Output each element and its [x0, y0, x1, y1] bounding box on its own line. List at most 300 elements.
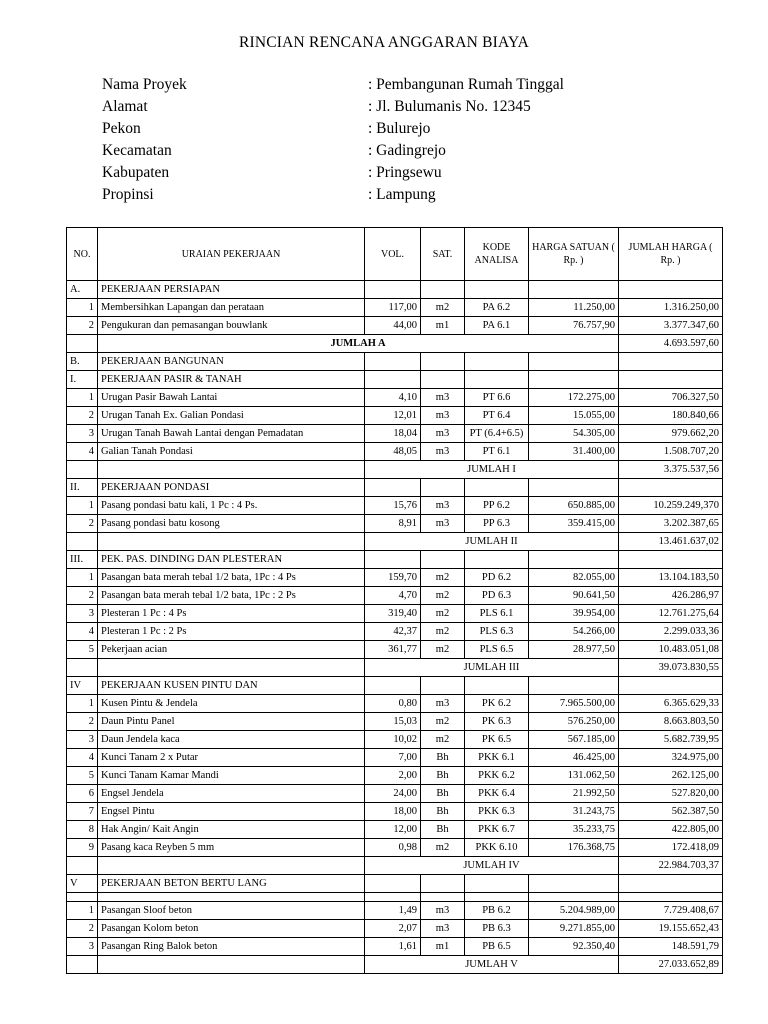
row-harga: 131.062,50 — [529, 767, 619, 785]
table-row — [67, 767, 723, 785]
row-kode: PD 6.3 — [465, 587, 529, 605]
empty-cell — [98, 857, 365, 875]
row-kode: PLS 6.3 — [465, 623, 529, 641]
row-uraian: Pekerjaan acian — [98, 641, 365, 659]
row-harga: 11.250,00 — [529, 299, 619, 317]
row-kode: PB 6.2 — [465, 902, 529, 920]
table-row — [67, 605, 723, 623]
empty-cell — [465, 875, 529, 893]
row-jumlah: 562.387,50 — [619, 803, 723, 821]
header-vol: VOL. — [365, 228, 421, 281]
section-row — [67, 875, 723, 893]
info-value: : Pringsewu — [368, 164, 442, 181]
row-harga: 650.885,00 — [529, 497, 619, 515]
row-no: 3 — [67, 425, 98, 443]
empty-cell — [619, 371, 723, 389]
row-jumlah: 3.202.387,65 — [619, 515, 723, 533]
row-no: 1 — [67, 569, 98, 587]
row-kode: PLS 6.1 — [465, 605, 529, 623]
row-kode: PT 6.6 — [465, 389, 529, 407]
row-kode: PT 6.1 — [465, 443, 529, 461]
row-kode: PA 6.2 — [465, 299, 529, 317]
section-no: I. — [67, 371, 98, 389]
row-no: 1 — [67, 902, 98, 920]
row-uraian: Urugan Pasir Bawah Lantai — [98, 389, 365, 407]
row-sat: Bh — [421, 821, 465, 839]
row-no: 1 — [67, 695, 98, 713]
row-harga: 567.185,00 — [529, 731, 619, 749]
row-no: 1 — [67, 389, 98, 407]
row-sat: m1 — [421, 317, 465, 335]
table-row — [67, 920, 723, 938]
empty-cell — [67, 857, 98, 875]
row-kode: PKK 6.7 — [465, 821, 529, 839]
subtotal-value: 39.073.830,55 — [619, 659, 723, 677]
row-no: 4 — [67, 443, 98, 461]
row-vol: 44,00 — [365, 317, 421, 335]
empty-cell — [421, 281, 465, 299]
empty-cell — [619, 893, 723, 902]
row-uraian: Engsel Pintu — [98, 803, 365, 821]
table-row — [67, 515, 723, 533]
row-vol: 159,70 — [365, 569, 421, 587]
row-kode: PKK 6.1 — [465, 749, 529, 767]
row-jumlah: 180.840,66 — [619, 407, 723, 425]
empty-cell — [98, 893, 365, 902]
section-no: V — [67, 875, 98, 893]
empty-cell — [365, 677, 421, 695]
section-title: PEKERJAAN PONDASI — [98, 479, 365, 497]
empty-cell — [67, 893, 98, 902]
row-vol: 1,61 — [365, 938, 421, 956]
empty-cell — [365, 353, 421, 371]
row-jumlah: 19.155.652,43 — [619, 920, 723, 938]
empty-cell — [365, 479, 421, 497]
row-harga: 76.757,90 — [529, 317, 619, 335]
empty-cell — [465, 893, 529, 902]
row-jumlah: 8.663.803,50 — [619, 713, 723, 731]
row-uraian: Kunci Tanam 2 x Putar — [98, 749, 365, 767]
empty-cell — [67, 659, 98, 677]
row-sat: m1 — [421, 938, 465, 956]
empty-cell — [619, 281, 723, 299]
table-row — [67, 623, 723, 641]
header-no: NO. — [67, 228, 98, 281]
subtotal-row — [67, 461, 723, 479]
empty-cell — [98, 956, 365, 974]
table-row — [67, 749, 723, 767]
row-vol: 4,70 — [365, 587, 421, 605]
section-title: PEKERJAAN KUSEN PINTU DAN — [98, 677, 365, 695]
row-uraian: Pasangan Ring Balok beton — [98, 938, 365, 956]
row-jumlah: 324.975,00 — [619, 749, 723, 767]
section-no: B. — [67, 353, 98, 371]
row-jumlah: 148.591,79 — [619, 938, 723, 956]
row-kode: PT 6.4 — [465, 407, 529, 425]
row-no: 3 — [67, 938, 98, 956]
row-uraian: Galian Tanah Pondasi — [98, 443, 365, 461]
row-uraian: Daun Pintu Panel — [98, 713, 365, 731]
empty-cell — [421, 875, 465, 893]
row-sat: m3 — [421, 443, 465, 461]
row-uraian: Pasangan Sloof beton — [98, 902, 365, 920]
row-uraian: Pengukuran dan pemasangan bouwlank — [98, 317, 365, 335]
row-jumlah: 6.365.629,33 — [619, 695, 723, 713]
subtotal-value: 4.693.597,60 — [619, 335, 723, 353]
table-row — [67, 317, 723, 335]
row-kode: PA 6.1 — [465, 317, 529, 335]
row-harga: 54.266,00 — [529, 623, 619, 641]
table-row — [67, 425, 723, 443]
row-no: 4 — [67, 749, 98, 767]
row-sat: m2 — [421, 569, 465, 587]
row-vol: 18,04 — [365, 425, 421, 443]
empty-cell — [529, 677, 619, 695]
row-vol: 8,91 — [365, 515, 421, 533]
empty-cell — [619, 479, 723, 497]
empty-cell — [98, 659, 365, 677]
empty-cell — [421, 479, 465, 497]
row-sat: m3 — [421, 389, 465, 407]
row-vol: 0,98 — [365, 839, 421, 857]
row-sat: m3 — [421, 497, 465, 515]
row-jumlah: 10.483.051,08 — [619, 641, 723, 659]
row-vol: 10,02 — [365, 731, 421, 749]
row-no: 4 — [67, 623, 98, 641]
row-kode: PKK 6.3 — [465, 803, 529, 821]
section-row — [67, 371, 723, 389]
subtotal-label: JUMLAH I — [365, 461, 619, 479]
row-uraian: Membersihkan Lapangan dan perataan — [98, 299, 365, 317]
empty-cell — [421, 371, 465, 389]
row-uraian: Pasangan Kolom beton — [98, 920, 365, 938]
empty-cell — [619, 551, 723, 569]
row-jumlah: 5.682.739,95 — [619, 731, 723, 749]
section-no: A. — [67, 281, 98, 299]
empty-cell — [365, 893, 421, 902]
table-body — [67, 281, 723, 974]
row-vol: 319,40 — [365, 605, 421, 623]
row-uraian: Kusen Pintu & Jendela — [98, 695, 365, 713]
row-vol: 4,10 — [365, 389, 421, 407]
row-harga: 7.965.500,00 — [529, 695, 619, 713]
row-uraian: Plesteran 1 Pc : 4 Ps — [98, 605, 365, 623]
row-vol: 1,49 — [365, 902, 421, 920]
row-vol: 12,00 — [365, 821, 421, 839]
row-uraian: Pasang kaca Reyben 5 mm — [98, 839, 365, 857]
empty-cell — [365, 875, 421, 893]
row-harga: 576.250,00 — [529, 713, 619, 731]
row-harga: 39.954,00 — [529, 605, 619, 623]
empty-cell — [529, 893, 619, 902]
row-harga: 90.641,50 — [529, 587, 619, 605]
row-vol: 7,00 — [365, 749, 421, 767]
table-row — [67, 587, 723, 605]
subtotal-value: 22.984.703,37 — [619, 857, 723, 875]
empty-cell — [98, 461, 365, 479]
row-harga: 5.204.989,00 — [529, 902, 619, 920]
row-vol: 12,01 — [365, 407, 421, 425]
empty-cell — [465, 281, 529, 299]
row-harga: 54.305,00 — [529, 425, 619, 443]
row-uraian: Pasangan bata merah tebal 1/2 bata, 1Pc : 2 Ps — [98, 587, 365, 605]
row-sat: m2 — [421, 587, 465, 605]
row-harga: 21.992,50 — [529, 785, 619, 803]
row-kode: PK 6.3 — [465, 713, 529, 731]
section-no: IV — [67, 677, 98, 695]
row-sat: m2 — [421, 731, 465, 749]
row-jumlah: 10.259.249,370 — [619, 497, 723, 515]
empty-cell — [465, 479, 529, 497]
row-no: 2 — [67, 317, 98, 335]
section-title: PEKERJAAN BETON BERTU LANG — [98, 875, 365, 893]
row-kode: PKK 6.10 — [465, 839, 529, 857]
row-harga: 82.055,00 — [529, 569, 619, 587]
header-sat: SAT. — [421, 228, 465, 281]
empty-cell — [421, 677, 465, 695]
row-vol: 48,05 — [365, 443, 421, 461]
section-title: PEKERJAAN BANGUNAN — [98, 353, 365, 371]
row-sat: m2 — [421, 623, 465, 641]
row-no: 2 — [67, 920, 98, 938]
row-vol: 42,37 — [365, 623, 421, 641]
table-row — [67, 938, 723, 956]
empty-cell — [529, 371, 619, 389]
empty-cell — [465, 677, 529, 695]
info-label: Propinsi — [102, 186, 154, 203]
row-no: 2 — [67, 587, 98, 605]
row-no: 1 — [67, 497, 98, 515]
subtotal-label: JUMLAH IV — [365, 857, 619, 875]
row-sat: m3 — [421, 515, 465, 533]
section-row — [67, 353, 723, 371]
document-title: RINCIAN RENCANA ANGGARAN BIAYA — [238, 34, 530, 51]
info-label: Kecamatan — [102, 142, 172, 159]
row-kode: PKK 6.4 — [465, 785, 529, 803]
row-jumlah: 172.418,09 — [619, 839, 723, 857]
empty-cell — [67, 461, 98, 479]
info-value: : Lampung — [368, 186, 436, 203]
table-row — [67, 389, 723, 407]
empty-cell — [529, 551, 619, 569]
row-uraian: Daun Jendela kaca — [98, 731, 365, 749]
table-row — [67, 803, 723, 821]
info-value: : Bulurejo — [368, 120, 431, 137]
table-row — [67, 839, 723, 857]
row-sat: m3 — [421, 407, 465, 425]
row-vol: 2,00 — [365, 767, 421, 785]
spacer-row — [67, 893, 723, 902]
row-vol: 0,80 — [365, 695, 421, 713]
empty-cell — [465, 371, 529, 389]
empty-cell — [421, 353, 465, 371]
row-uraian: Hak Angin/ Kait Angin — [98, 821, 365, 839]
row-harga: 92.350,40 — [529, 938, 619, 956]
empty-cell — [421, 893, 465, 902]
row-kode: PLS 6.5 — [465, 641, 529, 659]
empty-cell — [619, 353, 723, 371]
row-harga: 359.415,00 — [529, 515, 619, 533]
table-row — [67, 497, 723, 515]
subtotal-label: JUMLAH V — [365, 956, 619, 974]
row-no: 2 — [67, 515, 98, 533]
row-harga: 176.368,75 — [529, 839, 619, 857]
row-jumlah: 426.286,97 — [619, 587, 723, 605]
row-kode: PB 6.5 — [465, 938, 529, 956]
row-uraian: Pasangan bata merah tebal 1/2 bata, 1Pc : 4 Ps — [98, 569, 365, 587]
row-jumlah: 979.662,20 — [619, 425, 723, 443]
info-label: Alamat — [102, 98, 148, 115]
row-vol: 361,77 — [365, 641, 421, 659]
row-jumlah: 422.805,00 — [619, 821, 723, 839]
info-label: Pekon — [102, 120, 141, 137]
row-sat: m3 — [421, 695, 465, 713]
empty-cell — [465, 551, 529, 569]
subtotal-value: 13.461.637,02 — [619, 533, 723, 551]
empty-cell — [67, 956, 98, 974]
row-kode: PP 6.2 — [465, 497, 529, 515]
empty-cell — [529, 479, 619, 497]
section-row — [67, 479, 723, 497]
section-row — [67, 281, 723, 299]
row-vol: 15,03 — [365, 713, 421, 731]
section-no: II. — [67, 479, 98, 497]
row-sat: m2 — [421, 839, 465, 857]
empty-cell — [529, 353, 619, 371]
row-sat: m3 — [421, 425, 465, 443]
subtotal-row — [67, 335, 723, 353]
row-harga: 31.243,75 — [529, 803, 619, 821]
empty-cell — [529, 281, 619, 299]
table-row — [67, 443, 723, 461]
row-jumlah: 3.377.347,60 — [619, 317, 723, 335]
row-uraian: Pasang pondasi batu kali, 1 Pc : 4 Ps. — [98, 497, 365, 515]
info-value: : Gadingrejo — [368, 142, 446, 159]
row-no: 3 — [67, 731, 98, 749]
row-sat: Bh — [421, 767, 465, 785]
subtotal-label: JUMLAH III — [365, 659, 619, 677]
row-uraian: Urugan Tanah Bawah Lantai dengan Pemadatan — [98, 425, 365, 443]
row-sat: Bh — [421, 749, 465, 767]
row-uraian: Kunci Tanam Kamar Mandi — [98, 767, 365, 785]
row-no: 1 — [67, 299, 98, 317]
row-kode: PK 6.2 — [465, 695, 529, 713]
row-no: 5 — [67, 641, 98, 659]
empty-cell — [365, 371, 421, 389]
row-jumlah: 13.104.183,50 — [619, 569, 723, 587]
row-kode: PP 6.3 — [465, 515, 529, 533]
info-value: : Pembangunan Rumah Tinggal — [368, 76, 564, 93]
row-no: 2 — [67, 407, 98, 425]
empty-cell — [465, 353, 529, 371]
empty-cell — [365, 281, 421, 299]
empty-cell — [421, 551, 465, 569]
subtotal-label: JUMLAH II — [365, 533, 619, 551]
row-no: 7 — [67, 803, 98, 821]
row-sat: Bh — [421, 803, 465, 821]
subtotal-row — [67, 857, 723, 875]
row-harga: 28.977,50 — [529, 641, 619, 659]
row-no: 6 — [67, 785, 98, 803]
subtotal-value: 3.375.537,56 — [619, 461, 723, 479]
row-no: 8 — [67, 821, 98, 839]
row-harga: 172.275,00 — [529, 389, 619, 407]
row-harga: 35.233,75 — [529, 821, 619, 839]
row-sat: m2 — [421, 605, 465, 623]
row-jumlah: 262.125,00 — [619, 767, 723, 785]
row-kode: PT (6.4+6.5) — [465, 425, 529, 443]
row-sat: m3 — [421, 920, 465, 938]
row-uraian: Engsel Jendela — [98, 785, 365, 803]
row-kode: PK 6.5 — [465, 731, 529, 749]
row-uraian: Urugan Tanah Ex. Galian Pondasi — [98, 407, 365, 425]
row-harga: 46.425,00 — [529, 749, 619, 767]
table-row — [67, 902, 723, 920]
row-vol: 117,00 — [365, 299, 421, 317]
row-no: 5 — [67, 767, 98, 785]
table-row — [67, 695, 723, 713]
row-kode: PB 6.3 — [465, 920, 529, 938]
row-jumlah: 527.820,00 — [619, 785, 723, 803]
empty-cell — [98, 533, 365, 551]
empty-cell — [67, 533, 98, 551]
table-row — [67, 407, 723, 425]
row-sat: m2 — [421, 641, 465, 659]
section-title: PEKERJAAN PASIR & TANAH — [98, 371, 365, 389]
subtotal-row — [67, 533, 723, 551]
row-jumlah: 7.729.408,67 — [619, 902, 723, 920]
row-sat: m2 — [421, 713, 465, 731]
budget-table — [66, 227, 723, 974]
row-kode: PD 6.2 — [465, 569, 529, 587]
table-row — [67, 299, 723, 317]
section-row — [67, 551, 723, 569]
header-uraian: URAIAN PEKERJAAN — [98, 228, 365, 281]
table-header — [67, 228, 723, 281]
row-vol: 24,00 — [365, 785, 421, 803]
row-harga: 31.400,00 — [529, 443, 619, 461]
row-harga: 9.271.855,00 — [529, 920, 619, 938]
row-no: 3 — [67, 605, 98, 623]
table-row — [67, 731, 723, 749]
row-vol: 2,07 — [365, 920, 421, 938]
subtotal-row — [67, 956, 723, 974]
header-kode-analisa: KODE ANALISA — [465, 228, 529, 281]
info-label: Kabupaten — [102, 164, 170, 181]
subtotal-row — [67, 659, 723, 677]
empty-cell — [67, 335, 98, 353]
header-harga-satuan: HARGA SATUAN ( Rp. ) — [529, 228, 619, 281]
row-vol: 18,00 — [365, 803, 421, 821]
row-uraian: Pasang pondasi batu kosong — [98, 515, 365, 533]
empty-cell — [619, 677, 723, 695]
row-jumlah: 706.327,50 — [619, 389, 723, 407]
empty-cell — [619, 875, 723, 893]
row-sat: m3 — [421, 902, 465, 920]
row-harga: 15.055,00 — [529, 407, 619, 425]
section-row — [67, 677, 723, 695]
row-jumlah: 1.316.250,00 — [619, 299, 723, 317]
table-row — [67, 821, 723, 839]
row-no: 9 — [67, 839, 98, 857]
row-jumlah: 2.299.033,36 — [619, 623, 723, 641]
subtotal-value: 27.033.652,89 — [619, 956, 723, 974]
table-row — [67, 569, 723, 587]
section-title: PEK. PAS. DINDING DAN PLESTERAN — [98, 551, 365, 569]
row-sat: Bh — [421, 785, 465, 803]
table-row — [67, 785, 723, 803]
row-jumlah: 1.508.707,20 — [619, 443, 723, 461]
